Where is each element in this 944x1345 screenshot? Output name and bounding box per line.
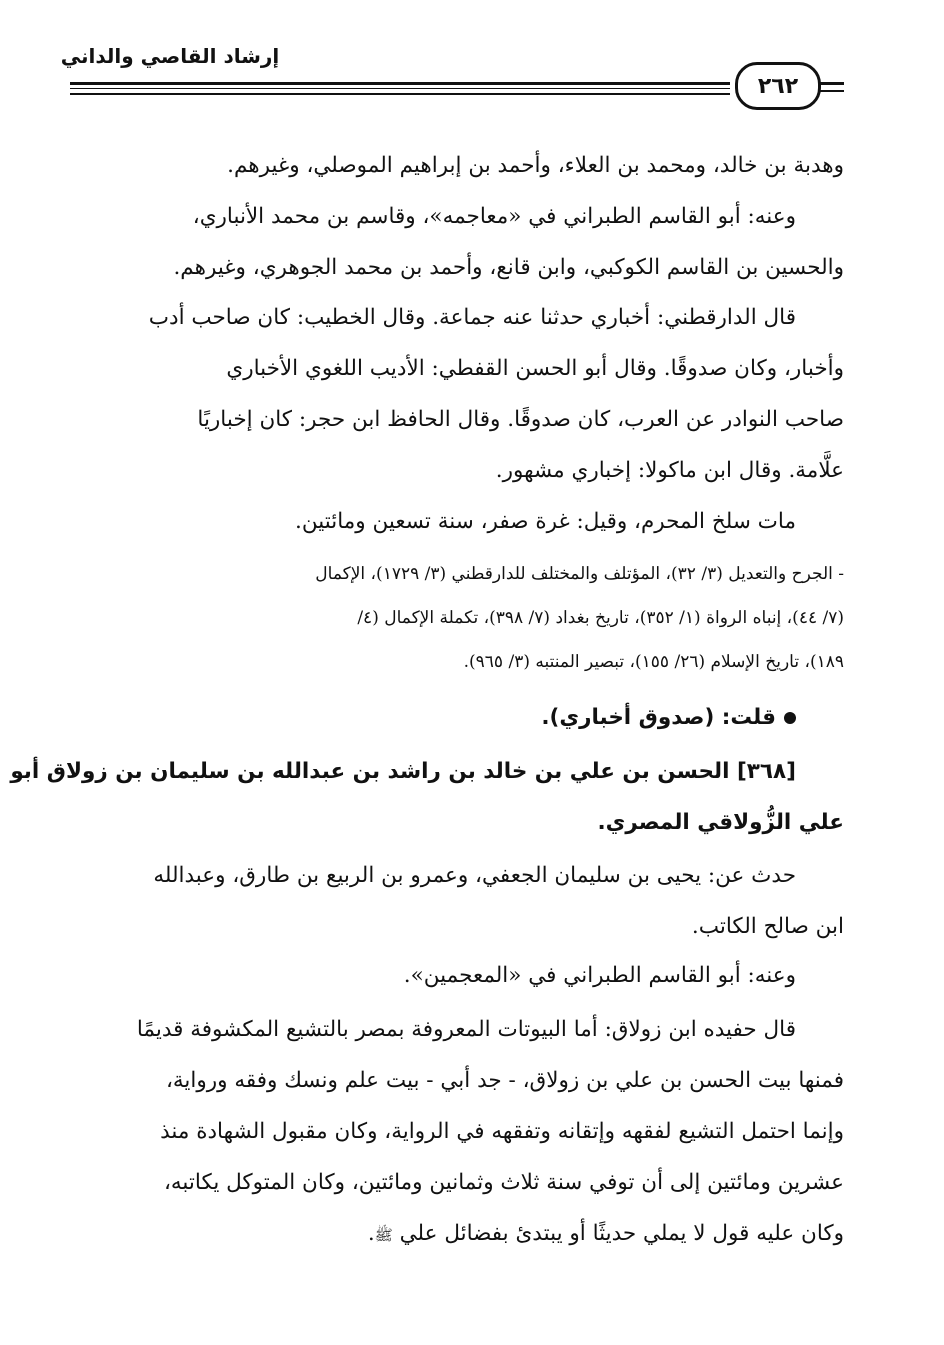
verdict-label: قلت:: [721, 705, 776, 730]
heading-line: علي الزُّولاقي المصري.: [597, 810, 844, 835]
text-line: وإنما احتمل التشيع لفقهه وإتقانه وتفقهه في الرواية، وكان مقبول الشهادة منذ: [160, 1119, 844, 1144]
death-paragraph: [74, 496, 844, 547]
evaluation-paragraph: [74, 292, 844, 496]
header-rule: [70, 93, 730, 95]
bullet-icon: [784, 712, 796, 724]
entry-heading: [10, 746, 844, 848]
text-line: وعنه: أبو القاسم الطبراني في «المعجمين».: [403, 963, 796, 988]
text-line: مات سلخ المحرم، وقيل: غرة صفر، سنة تسعين ومائتين.: [295, 509, 796, 534]
students-paragraph: [74, 950, 844, 1001]
text-line: ابن صالح الكاتب.: [691, 914, 844, 939]
grandson-quote-paragraph: [74, 1004, 844, 1259]
text-line: صاحب النوادر عن العرب، كان صدوقًا. وقال الحافظ ابن حجر: كان إخباريًا: [197, 407, 844, 432]
text-segment: وكان عليه قول لا يملي حديثًا أو يبتدئ بفضائل علي: [399, 1221, 844, 1246]
text-line: والحسين بن القاسم الكوكبي، وابن قانع، وأحمد بن محمد الجوهري، وغيرهم.: [173, 255, 844, 280]
text-line: قال الدارقطني: أخباري حدثنا عنه جماعة. وقال الخطيب: كان صاحب أدب: [148, 305, 796, 330]
verdict-text: (صدوق أخباري).: [541, 705, 715, 730]
text-line: علَّامة. وقال ابن ماكولا: إخباري مشهور.: [495, 458, 844, 483]
header-rule: [70, 88, 730, 89]
text-line: وعنه: أبو القاسم الطبراني في «معاجمه»، وقاسم بن محمد الأنباري،: [192, 204, 796, 229]
text-line: [74, 1208, 844, 1259]
honorific-symbol: ﷺ: [374, 1226, 393, 1244]
text-line: وأخبار، وكان صدوقًا. وقال أبو الحسن القفطي: الأديب اللغوي الأخباري: [226, 356, 844, 381]
verdict-paragraph: [74, 692, 844, 743]
text-segment: .: [367, 1221, 375, 1246]
students-paragraph: [74, 191, 844, 293]
teachers-continuation: [74, 140, 844, 191]
header-rule: [820, 90, 844, 92]
text-line: فمنها بيت الحسن بن علي بن زولاق، - جد أبي - بيت علم ونسك وفقه ورواية،: [165, 1068, 844, 1093]
teachers-paragraph: [74, 850, 844, 952]
running-head-title: إرشاد القاصي والداني: [60, 44, 280, 68]
footnote-line: - الجرح والتعديل (٣/ ٣٢)، المؤتلف والمختلف للدارقطني (٣/ ١٧٢٩)، الإكمال: [315, 564, 844, 584]
text-line: قال حفيده ابن زولاق: أما البيوتات المعروفة بمصر بالتشيع المكشوفة قديمًا: [136, 1017, 796, 1042]
footnote-line: ١٨٩)، تاريخ الإسلام (٢٦/ ١٥٥)، تبصير المنتبه (٣/ ٩٦٥).: [463, 652, 844, 672]
header-rule: [70, 82, 730, 85]
text-line: وهدبة بن خالد، ومحمد بن العلاء، وأحمد بن إبراهيم الموصلي، وغيرهم.: [227, 153, 844, 178]
text-line: عشرين ومائتين إلى أن توفي سنة ثلاث وثمانين ومائتين، وكان المتوكل يكاتبه،: [163, 1170, 844, 1195]
header-rule: [820, 82, 844, 85]
footnote-line: (٧/ ٤٤)، إنباه الرواة (١/ ٣٥٢)، تاريخ بغداد (٧/ ٣٩٨)، تكملة الإكمال (٤/: [357, 608, 844, 628]
heading-line: [٣٦٨] الحسن بن علي بن خالد بن راشد بن عبدالله بن سليمان بن زولاق أبو: [10, 759, 796, 784]
page-number: ٢٦٢: [735, 62, 821, 110]
text-line: حدث عن: يحيى بن سليمان الجعفي، وعمرو بن الربيع بن طارق، وعبدالله: [153, 863, 796, 888]
footnote-sources: [74, 552, 844, 684]
text-line: [74, 692, 844, 743]
